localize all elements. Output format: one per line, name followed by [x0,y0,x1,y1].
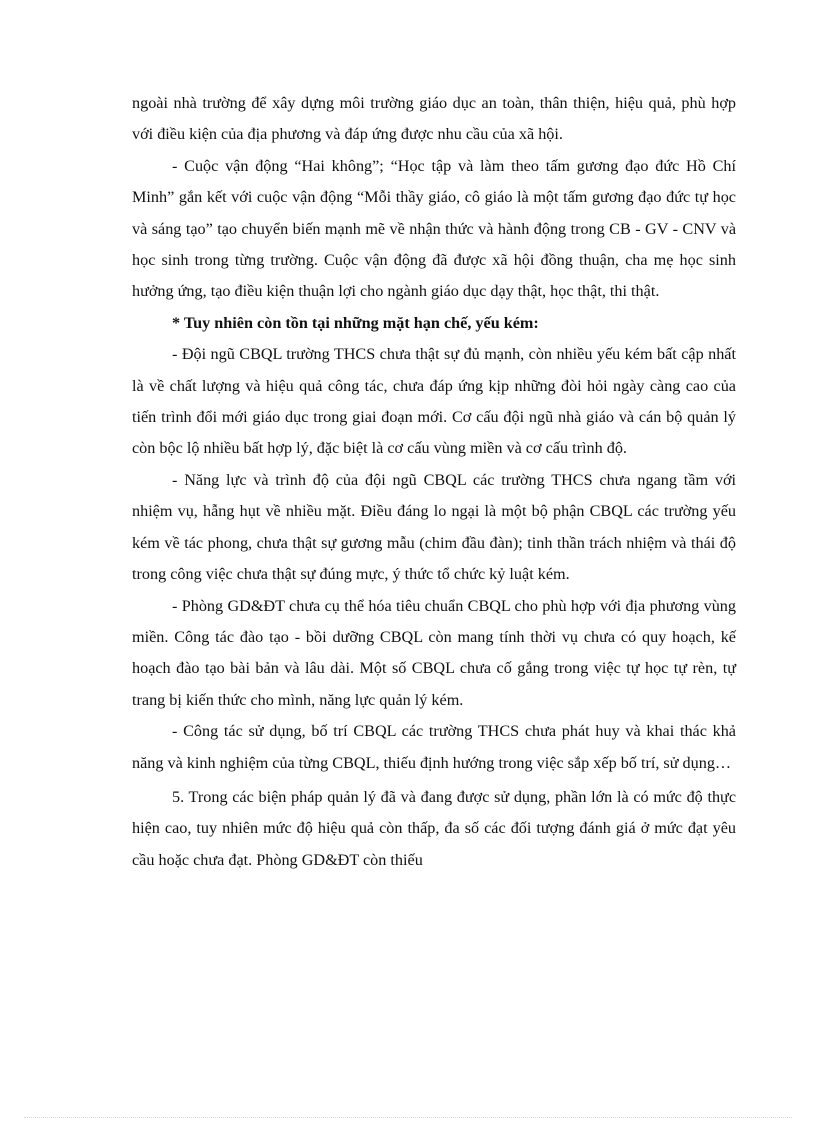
paragraph-management-measures: 5. Trong các biện pháp quản lý đã và đang được sử dụng, phần lớn là có mức độ thực hiện cao, tuy nhiên mức độ hiệu quả còn thấp, đa số các đối tượng đánh giá ở mức đạt yêu cầu hoặc chưa đạt. Phòng GD&ĐT còn thiếu [132,787,736,869]
document-page [132,88,736,876]
page-bottom-divider [24,1117,792,1118]
paragraph-standards: - Phòng GD&ĐT chưa cụ thể hóa tiêu chuẩn CBQL cho phù hợp với địa phương vùng miền. Công tác đào tạo - bồi dưỡng CBQL còn mang tính thời vụ chưa có quy hoạch, kế hoạch đào tạo bài bản và lâu dài. Một số CBQL chưa cố gắng trong việc tự học tự rèn, tự trang bị kiến thức cho mình, năng lực quản lý kém. [132,596,736,709]
paragraph-continuation: ngoài nhà trường để xây dựng môi trường giáo dục an toàn, thân thiện, hiệu quả, phù hợp với điều kiện của địa phương và đáp ứng được nhu cầu của xã hội. [132,94,736,144]
paragraph-campaign: - Cuộc vận động “Hai không”; “Học tập và làm theo tấm gương đạo đức Hồ Chí Minh” gắn kết với cuộc vận động “Mỗi thầy giáo, cô giáo là một tấm gương đạo đức tự học và sáng tạo” tạo chuyển biến mạnh mẽ về nhận thức và hành động trong CB - GV - CNV và học sinh trong từng trường. Cuộc vận động đã được xã hội đồng thuận, cha mẹ học sinh hưởng ứng, tạo điều kiện thuận lợi cho ngành giáo dục dạy thật, học thật, thi thật. [132,156,736,301]
paragraph-capacity: - Năng lực và trình độ của đội ngũ CBQL các trường THCS chưa ngang tầm với nhiệm vụ, hẫng hụt về nhiều mặt. Điều đáng lo ngại là một bộ phận CBQL các trường yếu kém về tác phong, chưa thật sự gương mẫu (chim đầu đàn); tinh thần trách nhiệm và thái độ trong công việc chưa thật sự đúng mực, ý thức tổ chức kỷ luật kém. [132,470,736,584]
paragraph-staff-weakness: - Đội ngũ CBQL trường THCS chưa thật sự đủ mạnh, còn nhiều yếu kém bất cập nhất là về chất lượng và hiệu quả công tác, chưa đáp ứng kịp những đòi hỏi ngày càng cao của tiến trình đổi mới giáo dục trong giai đoạn mới. Cơ cấu đội ngũ nhà giáo và cán bộ quản lý còn bộc lộ nhiều bất hợp lý, đặc biệt là cơ cấu vùng miền và cơ cấu trình độ. [132,345,736,458]
paragraph-assignment: - Công tác sử dụng, bố trí CBQL các trường THCS chưa phát huy và khai thác khả năng và kinh nghiệm của từng CBQL, thiếu định hướng trong việc sắp xếp bố trí, sử dụng… [132,722,736,772]
section-heading-limitations: * Tuy nhiên còn tồn tại những mặt hạn chế, yếu kém: [172,313,539,332]
